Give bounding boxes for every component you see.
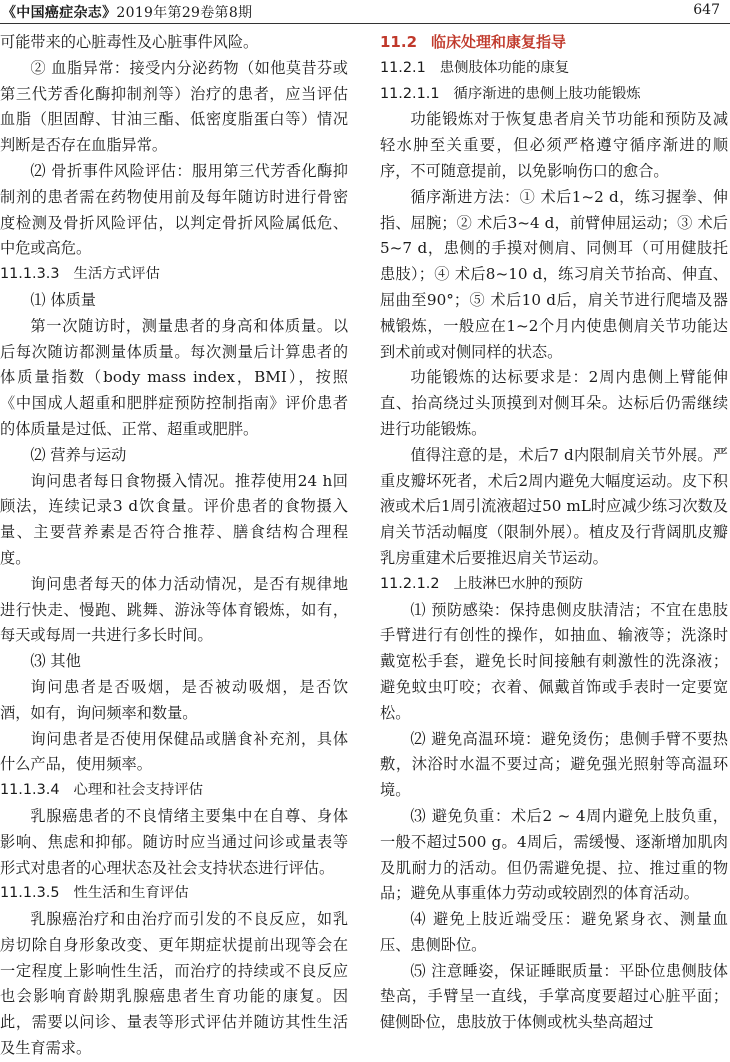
subsection-heading <box>380 56 728 82</box>
heading-text: 心理和社会支持评估 <box>73 782 204 799</box>
heading-number: 11.2.1.1 <box>380 85 440 102</box>
heading-text: 患侧肢体功能的康复 <box>439 59 570 76</box>
heading-number: 11.1.3.4 <box>0 782 60 799</box>
paragraph: ⑶ 其他 <box>30 652 81 671</box>
heading-number: 11.2.1 <box>380 59 426 76</box>
paragraph: 询问患者是否使用保健品或膳食补充剂，具体什么产品，使用频率。 <box>0 729 348 774</box>
paragraph: 可能带来的心脏毒性及心脏事件风险。 <box>0 33 259 51</box>
subsection-heading <box>380 82 728 108</box>
paragraph: ⑴ 预防感染：保持患侧皮肤清洁；不宜在患肢手臂进行有创性的操作，如抽血、输液等；洗涤时戴宽松手套，避免长时间接触有刺激性的洗涤液；避免蚊虫叮咬；衣着、佩戴首饰或手表时一定要宽松。 <box>380 600 728 722</box>
paragraph: 功能锻炼对于恢复患者肩关节功能和预防及减轻水肿至关重要，但必须严格遵守循序渐进的顺序，不可随意提前，以免影响伤口的愈合。 <box>380 110 728 180</box>
left-column <box>0 30 348 1062</box>
paragraph: 乳腺癌治疗和由治疗而引发的不良反应，如乳房切除自身形象改变、更年期症状提前出现等会在一定程度上影响性生活，而治疗的持续或不良反应也会影响育龄期乳腺癌患者生育功能的康复。因此，需要以问诊、量表等形式评估并随访其性生活及生育需求。 <box>0 910 348 1058</box>
heading-text: 生活方式评估 <box>73 266 160 283</box>
paragraph: 循序渐进方法：① 术后1~2 d，练习握拳、伸指、屈腕；② 术后3~4 d，前臂伸屈运动；③ 术后5~7 d，患侧的手摸对侧肩、同侧耳（可用健肢托患肢）；④ 术后8~10 d，练习肩关节抬高、伸直、屈曲至90°；⑤ 术后10 d后，肩关节进行爬墙及器械锻炼，一般应在1~2个月内使患侧肩关节功能达到术前或对侧同样的状态。 <box>380 187 728 361</box>
right-column <box>380 30 728 1036</box>
heading-number: 11.2 <box>380 33 418 51</box>
page-header <box>0 0 730 26</box>
paragraph: ⑵ 营养与运动 <box>30 445 127 464</box>
paragraph: 询问患者每天的体力活动情况，是否有规律地进行快走、慢跑、跳舞、游泳等体育锻炼，如有，每天或每周一共进行多长时间。 <box>0 574 348 645</box>
paragraph: 第一次随访时，测量患者的身高和体质量。以后每次随访都测量体质量。每次测量后计算患者的体质量指数（body mass index，BMI），按照《中国成人超重和肥胖症预防控制指南》评价患者的体质量是过低、正常、超重或肥胖。 <box>0 316 348 438</box>
subsection-heading <box>0 881 348 907</box>
header-divider <box>0 23 730 24</box>
section-heading <box>380 30 728 56</box>
heading-number: 11.2.1.2 <box>380 575 440 592</box>
journal-header <box>2 2 252 22</box>
paragraph: 功能锻炼的达标要求是：2周内患侧上臂能伸直、抬高绕过头顶摸到对侧耳朵。达标后仍需继续进行功能锻炼。 <box>380 368 728 438</box>
subsection-heading <box>380 572 728 598</box>
subsection-heading <box>0 778 348 804</box>
paragraph: ⑴ 体质量 <box>30 290 96 309</box>
paragraph: ⑶ 避免负重：术后2 ~ 4周内避免上肢负重，一般不超过500 g。4周后，需缓慢、逐渐增加肌肉及肌耐力的活动。但仍需避免提、拉、推过重的物品；避免从事重体力劳动或较剧烈的体育活动。 <box>380 806 728 903</box>
paragraph: ② 血脂异常：接受内分泌药物（如他莫昔芬或第三代芳香化酶抑制剂等）治疗的患者，应当评估血脂（胆固醇、甘油三酯、低密度脂蛋白等）情况判断是否存在血脂异常。 <box>0 58 348 155</box>
journal-issue: 2019年第29卷第8期 <box>116 5 253 21</box>
heading-number: 11.1.3.5 <box>0 885 60 902</box>
paragraph: ⑷ 避免上肢近端受压：避免紧身衣、测量血压、患侧卧位。 <box>380 910 728 954</box>
heading-text: 循序渐进的患侧上肢功能锻炼 <box>453 85 641 102</box>
paragraph: 值得注意的是，术后7 d内限制肩关节外展。严重皮瓣坏死者，术后2周内避免大幅度运动。皮下积液或术后1周引流液超过50 mL时应减少练习次数及肩关节活动幅度（限制外展）。植皮及行背阔肌皮瓣乳房重建术后要推迟肩关节运动。 <box>380 445 728 567</box>
paragraph: 询问患者是否吸烟，是否被动吸烟，是否饮酒，如有，询问频率和数量。 <box>0 677 348 722</box>
heading-text: 性生活和生育评估 <box>73 885 189 902</box>
subsection-heading <box>0 262 348 288</box>
heading-text: 上肢淋巴水肿的预防 <box>453 575 584 592</box>
heading-text: 临床处理和康复指导 <box>431 33 567 51</box>
paragraph: ⑵ 骨折事件风险评估：服用第三代芳香化酶抑制剂的患者需在药物使用前及每年随访时进行骨密度检测及骨折风险评估，以判定骨折风险属低危、中危或高危。 <box>0 161 348 258</box>
paragraph: ⑵ 避免高温环境：避免烫伤；患侧手臂不要热敷，沐浴时水温不要过高；避免强光照射等高温环境。 <box>380 729 728 800</box>
paragraph: 询问患者每日食物摄入情况。推荐使用24 h回顾法，连续记录3 d饮食量。评价患者的食物摄入量、主要营养素是否符合推荐、膳食结构合理程度。 <box>0 471 348 567</box>
page-number: 647 <box>693 2 720 18</box>
paragraph: 乳腺癌患者的不良情绪主要集中在自尊、身体影响、焦虑和抑郁。随访时应当通过问诊或量表等形式对患者的心理状态及社会支持状态进行评估。 <box>0 806 348 877</box>
heading-number: 11.1.3.3 <box>0 266 60 283</box>
journal-title: 《中国癌症杂志》 <box>2 5 117 21</box>
paragraph: ⑸ 注意睡姿，保证睡眠质量：平卧位患侧肢体垫高，手臂呈一直线，手掌高度要超过心脏平面；健侧卧位，患肢放于体侧或枕头垫高超过 <box>380 961 728 1032</box>
